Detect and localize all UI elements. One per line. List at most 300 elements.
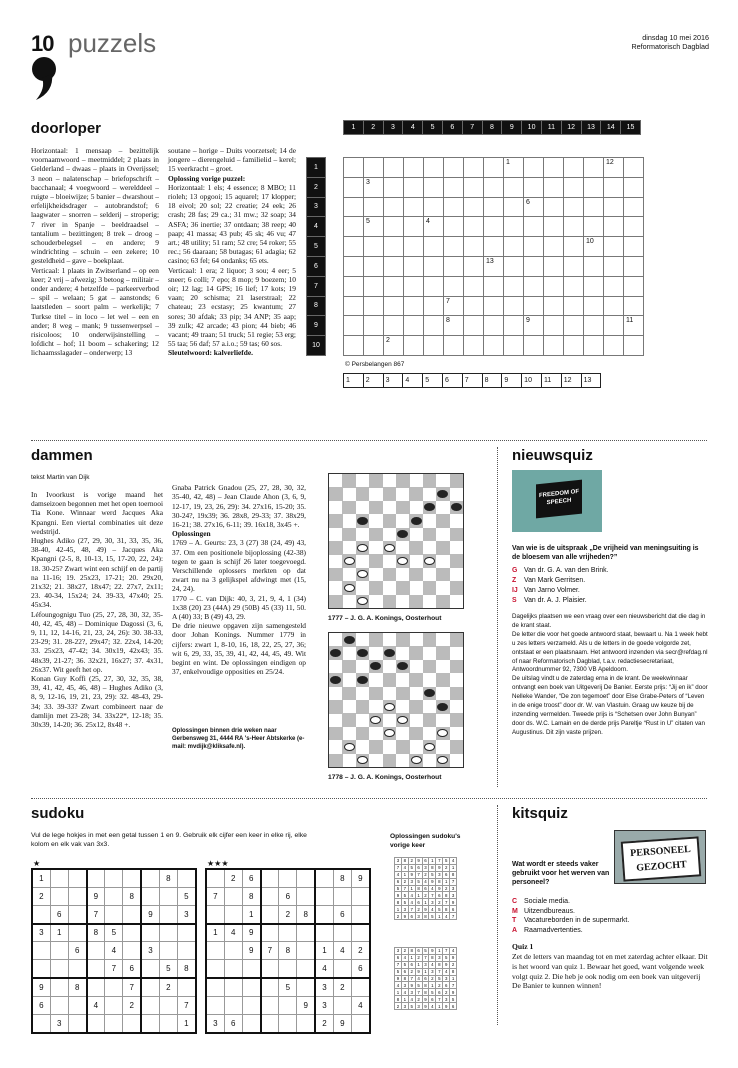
keyword-slot[interactable]: 5 — [423, 374, 443, 388]
sudoku-cell[interactable] — [315, 869, 333, 887]
crossword-cell[interactable] — [544, 256, 564, 276]
crossword-cell[interactable] — [544, 276, 564, 296]
sudoku-cell[interactable] — [105, 996, 123, 1014]
sudoku-cell[interactable] — [50, 869, 68, 887]
crossword-cell[interactable]: 13 — [484, 256, 504, 276]
crossword-cell[interactable]: 11 — [624, 316, 644, 336]
sudoku-cell[interactable] — [50, 887, 68, 905]
sudoku-cell[interactable] — [279, 869, 297, 887]
keyword-slot[interactable]: 10 — [522, 374, 542, 388]
sudoku-cell[interactable] — [352, 1015, 370, 1033]
crossword-grid[interactable] — [343, 157, 644, 356]
crossword-cell[interactable] — [604, 256, 624, 276]
sudoku-cell[interactable] — [352, 924, 370, 942]
sudoku-cell[interactable]: 1 — [178, 1015, 196, 1033]
crossword-cell[interactable]: 6 — [524, 197, 544, 217]
keyword-slot[interactable]: 11 — [541, 374, 561, 388]
sudoku-cell[interactable]: 2 — [352, 942, 370, 960]
crossword-cell[interactable] — [604, 197, 624, 217]
crossword-cell[interactable] — [524, 237, 544, 257]
crossword-cell[interactable] — [524, 217, 544, 237]
sudoku-cell[interactable]: 6 — [123, 960, 141, 978]
sudoku-cell[interactable] — [279, 996, 297, 1014]
crossword-cell[interactable] — [624, 276, 644, 296]
sudoku-cell[interactable] — [159, 887, 177, 905]
crossword-cell[interactable] — [564, 197, 584, 217]
crossword-cell[interactable] — [624, 197, 644, 217]
sudoku-cell[interactable] — [87, 869, 105, 887]
sudoku-cell[interactable]: 8 — [178, 960, 196, 978]
crossword-cell[interactable] — [424, 197, 444, 217]
sudoku-cell[interactable] — [141, 960, 159, 978]
sudoku-cell[interactable] — [105, 869, 123, 887]
sudoku-cell[interactable] — [123, 905, 141, 923]
sudoku-cell[interactable]: 5 — [178, 887, 196, 905]
crossword-cell[interactable] — [624, 177, 644, 197]
crossword-cell[interactable] — [504, 336, 524, 356]
crossword-cell[interactable] — [464, 237, 484, 257]
sudoku-cell[interactable] — [178, 978, 196, 996]
crossword-cell[interactable] — [444, 276, 464, 296]
crossword-cell[interactable] — [424, 336, 444, 356]
crossword-cell[interactable] — [584, 217, 604, 237]
sudoku-cell[interactable] — [178, 924, 196, 942]
sudoku-cell[interactable] — [206, 978, 224, 996]
crossword-cell[interactable] — [384, 296, 404, 316]
sudoku-cell[interactable]: 8 — [297, 905, 315, 923]
crossword-cell[interactable] — [464, 197, 484, 217]
sudoku-cell[interactable]: 6 — [279, 887, 297, 905]
sudoku-cell[interactable]: 4 — [315, 960, 333, 978]
sudoku-cell[interactable] — [206, 905, 224, 923]
keyword-slot[interactable]: 4 — [403, 374, 423, 388]
sudoku-cell[interactable]: 2 — [32, 887, 50, 905]
sudoku-cell[interactable]: 7 — [105, 960, 123, 978]
crossword-cell[interactable] — [544, 197, 564, 217]
sudoku-grid-2[interactable] — [205, 868, 371, 1034]
crossword-cell[interactable] — [444, 197, 464, 217]
crossword-cell[interactable] — [604, 336, 624, 356]
crossword-cell[interactable] — [484, 237, 504, 257]
sudoku-cell[interactable] — [333, 924, 351, 942]
sudoku-cell[interactable] — [159, 996, 177, 1014]
crossword-cell[interactable] — [484, 197, 504, 217]
crossword-cell[interactable] — [584, 197, 604, 217]
crossword-cell[interactable] — [404, 256, 424, 276]
crossword-cell[interactable] — [544, 177, 564, 197]
crossword-cell[interactable] — [584, 296, 604, 316]
sudoku-cell[interactable] — [297, 887, 315, 905]
sudoku-cell[interactable]: 9 — [32, 978, 50, 996]
crossword-cell[interactable] — [364, 197, 384, 217]
sudoku-cell[interactable] — [297, 942, 315, 960]
crossword-cell[interactable] — [364, 296, 384, 316]
sudoku-cell[interactable]: 1 — [32, 869, 50, 887]
crossword-cell[interactable] — [544, 158, 564, 178]
sudoku-cell[interactable] — [141, 978, 159, 996]
crossword-cell[interactable]: 5 — [364, 217, 384, 237]
crossword-cell[interactable] — [344, 276, 364, 296]
sudoku-cell[interactable]: 8 — [242, 887, 260, 905]
crossword-cell[interactable] — [504, 316, 524, 336]
keyword-slot[interactable]: 13 — [581, 374, 601, 388]
crossword-cell[interactable] — [544, 237, 564, 257]
crossword-cell[interactable] — [564, 217, 584, 237]
sudoku-cell[interactable] — [261, 978, 279, 996]
sudoku-cell[interactable]: 5 — [279, 978, 297, 996]
crossword-cell[interactable] — [344, 237, 364, 257]
sudoku-cell[interactable] — [279, 1015, 297, 1033]
sudoku-cell[interactable]: 6 — [242, 869, 260, 887]
sudoku-cell[interactable] — [105, 978, 123, 996]
crossword-cell[interactable]: 1 — [504, 158, 524, 178]
crossword-cell[interactable] — [344, 256, 364, 276]
sudoku-cell[interactable]: 8 — [123, 887, 141, 905]
sudoku-cell[interactable] — [50, 942, 68, 960]
sudoku-cell[interactable]: 7 — [87, 905, 105, 923]
crossword-cell[interactable] — [424, 256, 444, 276]
crossword-cell[interactable] — [524, 177, 544, 197]
crossword-cell[interactable] — [404, 296, 424, 316]
sudoku-cell[interactable] — [141, 996, 159, 1014]
sudoku-cell[interactable] — [224, 978, 242, 996]
crossword-cell[interactable] — [504, 237, 524, 257]
crossword-cell[interactable] — [524, 296, 544, 316]
sudoku-cell[interactable]: 9 — [333, 1015, 351, 1033]
sudoku-cell[interactable] — [333, 887, 351, 905]
sudoku-cell[interactable] — [159, 942, 177, 960]
crossword-cell[interactable] — [424, 177, 444, 197]
crossword-cell[interactable] — [384, 256, 404, 276]
sudoku-cell[interactable]: 7 — [123, 978, 141, 996]
crossword-cell[interactable] — [364, 276, 384, 296]
crossword-cell[interactable] — [464, 316, 484, 336]
sudoku-cell[interactable] — [297, 924, 315, 942]
sudoku-cell[interactable] — [261, 924, 279, 942]
crossword-cell[interactable] — [404, 158, 424, 178]
crossword-cell[interactable]: 8 — [444, 316, 464, 336]
crossword-cell[interactable] — [484, 316, 504, 336]
sudoku-cell[interactable]: 8 — [333, 869, 351, 887]
sudoku-cell[interactable] — [159, 1015, 177, 1033]
sudoku-cell[interactable] — [68, 960, 86, 978]
crossword-cell[interactable] — [624, 217, 644, 237]
sudoku-cell[interactable] — [105, 905, 123, 923]
crossword-cell[interactable] — [464, 256, 484, 276]
keyword-slot[interactable]: 7 — [462, 374, 482, 388]
sudoku-cell[interactable]: 6 — [50, 905, 68, 923]
sudoku-cell[interactable] — [224, 887, 242, 905]
keyword-slot[interactable]: 1 — [344, 374, 364, 388]
sudoku-cell[interactable]: 3 — [141, 942, 159, 960]
crossword-cell[interactable] — [444, 177, 464, 197]
crossword-cell[interactable] — [604, 177, 624, 197]
crossword-cell[interactable] — [604, 217, 624, 237]
sudoku-cell[interactable]: 3 — [206, 1015, 224, 1033]
crossword-cell[interactable] — [444, 256, 464, 276]
sudoku-cell[interactable]: 6 — [333, 905, 351, 923]
crossword-cell[interactable] — [584, 336, 604, 356]
sudoku-cell[interactable]: 2 — [333, 978, 351, 996]
sudoku-cell[interactable]: 2 — [159, 978, 177, 996]
crossword-cell[interactable] — [464, 276, 484, 296]
sudoku-cell[interactable]: 7 — [261, 942, 279, 960]
sudoku-cell[interactable] — [32, 905, 50, 923]
sudoku-cell[interactable] — [87, 1015, 105, 1033]
crossword-cell[interactable] — [484, 296, 504, 316]
crossword-cell[interactable] — [624, 336, 644, 356]
sudoku-cell[interactable]: 2 — [123, 996, 141, 1014]
crossword-cell[interactable] — [504, 256, 524, 276]
sudoku-cell[interactable] — [50, 978, 68, 996]
crossword-cell[interactable] — [604, 316, 624, 336]
crossword-cell[interactable] — [544, 336, 564, 356]
crossword-cell[interactable] — [624, 158, 644, 178]
crossword-cell[interactable]: 7 — [444, 296, 464, 316]
sudoku-cell[interactable]: 9 — [352, 869, 370, 887]
crossword-cell[interactable] — [484, 217, 504, 237]
crossword-cell[interactable] — [424, 237, 444, 257]
crossword-cell[interactable] — [584, 276, 604, 296]
crossword-cell[interactable] — [544, 217, 564, 237]
crossword-cell[interactable] — [404, 336, 424, 356]
crossword-cell[interactable] — [404, 217, 424, 237]
crossword-cell[interactable] — [604, 237, 624, 257]
sudoku-cell[interactable] — [315, 887, 333, 905]
crossword-cell[interactable] — [344, 177, 364, 197]
crossword-cell[interactable] — [504, 197, 524, 217]
crossword-cell[interactable] — [464, 158, 484, 178]
sudoku-cell[interactable] — [261, 1015, 279, 1033]
sudoku-cell[interactable] — [224, 996, 242, 1014]
sudoku-cell[interactable]: 3 — [178, 905, 196, 923]
sudoku-cell[interactable]: 8 — [87, 924, 105, 942]
sudoku-grid-1[interactable] — [31, 868, 197, 1034]
crossword-cell[interactable] — [504, 296, 524, 316]
sudoku-cell[interactable] — [297, 869, 315, 887]
sudoku-cell[interactable] — [297, 960, 315, 978]
sudoku-cell[interactable] — [68, 869, 86, 887]
crossword-cell[interactable] — [464, 177, 484, 197]
crossword-cell[interactable] — [344, 217, 364, 237]
crossword-cell[interactable] — [404, 237, 424, 257]
crossword-cell[interactable] — [504, 177, 524, 197]
sudoku-cell[interactable] — [123, 924, 141, 942]
sudoku-cell[interactable]: 3 — [315, 996, 333, 1014]
crossword-cell[interactable] — [444, 237, 464, 257]
sudoku-cell[interactable] — [32, 1015, 50, 1033]
crossword-cell[interactable] — [364, 158, 384, 178]
crossword-cell[interactable] — [444, 336, 464, 356]
crossword-cell[interactable] — [364, 237, 384, 257]
sudoku-cell[interactable] — [297, 1015, 315, 1033]
sudoku-cell[interactable] — [68, 996, 86, 1014]
sudoku-cell[interactable] — [141, 869, 159, 887]
keyword-slot[interactable]: 12 — [561, 374, 581, 388]
sudoku-cell[interactable] — [261, 887, 279, 905]
sudoku-cell[interactable] — [159, 905, 177, 923]
crossword-cell[interactable]: 9 — [524, 316, 544, 336]
crossword-cell[interactable] — [524, 158, 544, 178]
crossword-cell[interactable] — [404, 177, 424, 197]
crossword-cell[interactable] — [344, 316, 364, 336]
crossword-cell[interactable] — [364, 256, 384, 276]
crossword-cell[interactable] — [564, 296, 584, 316]
sudoku-cell[interactable] — [242, 960, 260, 978]
sudoku-cell[interactable]: 1 — [50, 924, 68, 942]
sudoku-cell[interactable]: 9 — [297, 996, 315, 1014]
sudoku-cell[interactable] — [242, 996, 260, 1014]
sudoku-cell[interactable]: 8 — [68, 978, 86, 996]
crossword-cell[interactable] — [564, 316, 584, 336]
sudoku-cell[interactable]: 9 — [141, 905, 159, 923]
sudoku-cell[interactable]: 9 — [87, 887, 105, 905]
crossword-cell[interactable] — [624, 237, 644, 257]
keyword-slot[interactable]: 3 — [383, 374, 403, 388]
sudoku-cell[interactable]: 6 — [352, 960, 370, 978]
sudoku-cell[interactable]: 2 — [279, 905, 297, 923]
crossword-cell[interactable] — [524, 336, 544, 356]
sudoku-cell[interactable]: 4 — [87, 996, 105, 1014]
sudoku-cell[interactable] — [315, 924, 333, 942]
crossword-cell[interactable] — [424, 276, 444, 296]
keyword-slot[interactable]: 6 — [442, 374, 462, 388]
crossword-cell[interactable] — [584, 177, 604, 197]
crossword-cell[interactable] — [424, 158, 444, 178]
sudoku-cell[interactable]: 6 — [68, 942, 86, 960]
sudoku-cell[interactable] — [279, 960, 297, 978]
crossword-cell[interactable] — [504, 217, 524, 237]
crossword-cell[interactable]: 10 — [584, 237, 604, 257]
sudoku-cell[interactable] — [261, 960, 279, 978]
keyword-slot[interactable]: 9 — [502, 374, 522, 388]
crossword-cell[interactable] — [604, 276, 624, 296]
sudoku-cell[interactable] — [123, 1015, 141, 1033]
sudoku-cell[interactable]: 4 — [333, 942, 351, 960]
crossword-cell[interactable] — [624, 296, 644, 316]
sudoku-cell[interactable]: 9 — [242, 942, 260, 960]
crossword-cell[interactable] — [344, 197, 364, 217]
sudoku-cell[interactable]: 7 — [178, 996, 196, 1014]
sudoku-cell[interactable] — [68, 924, 86, 942]
sudoku-cell[interactable]: 6 — [224, 1015, 242, 1033]
sudoku-cell[interactable]: 8 — [159, 869, 177, 887]
sudoku-cell[interactable] — [261, 869, 279, 887]
sudoku-cell[interactable]: 5 — [105, 924, 123, 942]
keyword-slots[interactable] — [343, 373, 601, 388]
sudoku-cell[interactable]: 4 — [105, 942, 123, 960]
sudoku-cell[interactable]: 4 — [352, 996, 370, 1014]
crossword-cell[interactable] — [464, 336, 484, 356]
crossword-cell[interactable] — [564, 276, 584, 296]
sudoku-cell[interactable] — [32, 960, 50, 978]
crossword-cell[interactable] — [404, 197, 424, 217]
crossword-cell[interactable] — [384, 158, 404, 178]
sudoku-cell[interactable] — [178, 869, 196, 887]
sudoku-cell[interactable] — [87, 960, 105, 978]
sudoku-cell[interactable] — [315, 905, 333, 923]
crossword-cell[interactable] — [564, 256, 584, 276]
sudoku-cell[interactable] — [206, 942, 224, 960]
crossword-cell[interactable] — [444, 217, 464, 237]
crossword-cell[interactable] — [584, 256, 604, 276]
crossword-cell[interactable] — [344, 296, 364, 316]
sudoku-cell[interactable] — [352, 887, 370, 905]
sudoku-cell[interactable]: 2 — [315, 1015, 333, 1033]
sudoku-cell[interactable]: 1 — [206, 924, 224, 942]
crossword-cell[interactable] — [364, 316, 384, 336]
crossword-cell[interactable] — [364, 336, 384, 356]
crossword-cell[interactable] — [384, 276, 404, 296]
sudoku-cell[interactable]: 5 — [159, 960, 177, 978]
crossword-cell[interactable] — [504, 276, 524, 296]
sudoku-cell[interactable] — [206, 960, 224, 978]
crossword-cell[interactable] — [384, 237, 404, 257]
crossword-cell[interactable] — [584, 158, 604, 178]
sudoku-cell[interactable] — [141, 1015, 159, 1033]
sudoku-cell[interactable] — [224, 905, 242, 923]
crossword-cell[interactable]: 12 — [604, 158, 624, 178]
sudoku-cell[interactable] — [50, 960, 68, 978]
sudoku-cell[interactable] — [178, 942, 196, 960]
sudoku-cell[interactable] — [123, 942, 141, 960]
sudoku-cell[interactable] — [105, 1015, 123, 1033]
keyword-slot[interactable]: 2 — [363, 374, 383, 388]
sudoku-cell[interactable] — [224, 942, 242, 960]
crossword-cell[interactable] — [404, 276, 424, 296]
crossword-cell[interactable] — [604, 296, 624, 316]
sudoku-cell[interactable] — [206, 996, 224, 1014]
sudoku-cell[interactable] — [224, 960, 242, 978]
crossword-cell[interactable] — [564, 237, 584, 257]
crossword-cell[interactable]: 2 — [384, 336, 404, 356]
crossword-cell[interactable] — [464, 296, 484, 316]
crossword-cell[interactable] — [404, 316, 424, 336]
sudoku-cell[interactable]: 7 — [206, 887, 224, 905]
crossword-cell[interactable] — [544, 316, 564, 336]
sudoku-cell[interactable] — [279, 924, 297, 942]
crossword-cell[interactable] — [564, 177, 584, 197]
crossword-cell[interactable]: 4 — [424, 217, 444, 237]
crossword-cell[interactable] — [344, 336, 364, 356]
crossword-cell[interactable] — [524, 276, 544, 296]
keyword-slot[interactable]: 8 — [482, 374, 502, 388]
sudoku-cell[interactable] — [123, 869, 141, 887]
sudoku-cell[interactable]: 4 — [224, 924, 242, 942]
sudoku-cell[interactable] — [32, 942, 50, 960]
sudoku-cell[interactable]: 3 — [32, 924, 50, 942]
sudoku-cell[interactable] — [242, 978, 260, 996]
sudoku-cell[interactable] — [50, 996, 68, 1014]
crossword-cell[interactable] — [444, 158, 464, 178]
crossword-cell[interactable] — [564, 336, 584, 356]
sudoku-cell[interactable]: 1 — [242, 905, 260, 923]
sudoku-cell[interactable] — [206, 869, 224, 887]
sudoku-cell[interactable] — [333, 996, 351, 1014]
crossword-cell[interactable] — [464, 217, 484, 237]
crossword-cell[interactable] — [424, 316, 444, 336]
crossword-cell[interactable] — [424, 296, 444, 316]
sudoku-cell[interactable] — [261, 905, 279, 923]
sudoku-cell[interactable] — [68, 905, 86, 923]
crossword-cell[interactable] — [584, 316, 604, 336]
crossword-cell[interactable] — [524, 256, 544, 276]
sudoku-cell[interactable]: 3 — [50, 1015, 68, 1033]
crossword-cell[interactable] — [344, 158, 364, 178]
sudoku-cell[interactable] — [333, 960, 351, 978]
sudoku-cell[interactable] — [68, 1015, 86, 1033]
crossword-cell[interactable] — [484, 158, 504, 178]
